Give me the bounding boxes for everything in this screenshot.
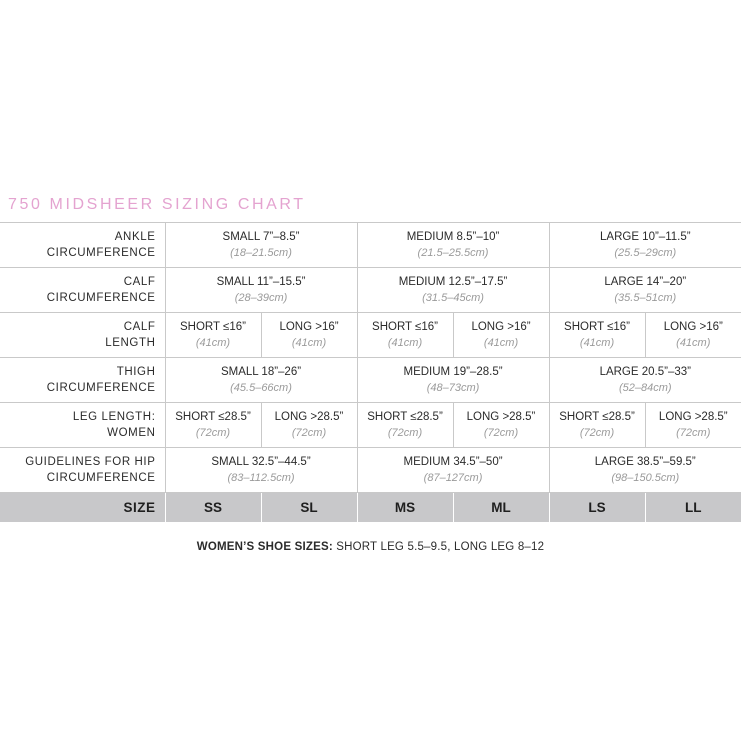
- cell-metric: (35.5–51cm): [614, 292, 677, 304]
- row-label-line: CIRCUMFERENCE: [46, 472, 156, 484]
- cell-measure: SHORT ≤16”: [180, 321, 246, 333]
- row-label: [0, 223, 165, 268]
- row-label-line: CALF: [123, 321, 156, 333]
- size-cell-small: [165, 448, 357, 493]
- cell-measure: MEDIUM 34.5”–50”: [403, 456, 503, 468]
- size-label: SIZE: [0, 493, 165, 523]
- row-label-line: GUIDELINES FOR HIP: [25, 456, 156, 468]
- cell-measure: MEDIUM 19”–28.5”: [403, 366, 503, 378]
- size-cell-large: [549, 223, 741, 268]
- cell-measure: LARGE 20.5”–33”: [599, 366, 691, 378]
- size-code-ms: MS: [357, 493, 453, 523]
- size-cell-ss: [165, 313, 261, 358]
- row-label: [0, 268, 165, 313]
- row-label-line: LEG LENGTH:: [72, 411, 156, 423]
- size-cell-small: [165, 358, 357, 403]
- cell-metric: (25.5–29cm): [614, 247, 677, 259]
- row-label-line: ANKLE: [114, 231, 156, 243]
- size-cell-ll: [645, 313, 741, 358]
- row-label-line: THIGH: [116, 366, 156, 378]
- shoe-size-text: SHORT LEG 5.5–9.5, LONG LEG 8–12: [332, 541, 545, 553]
- cell-measure: LONG >16”: [471, 321, 531, 333]
- cell-metric: (98–150.5cm): [611, 472, 680, 484]
- size-cell-large: [549, 448, 741, 493]
- cell-metric: (41cm): [483, 337, 519, 349]
- row-ankle-circumference: [0, 223, 741, 268]
- size-cell-small: [165, 268, 357, 313]
- cell-measure: SHORT ≤16”: [372, 321, 438, 333]
- cell-measure: LONG >28.5”: [274, 411, 344, 423]
- cell-metric: (41cm): [291, 337, 327, 349]
- row-label: [0, 313, 165, 358]
- size-cell-ll: [645, 403, 741, 448]
- row-label: [0, 358, 165, 403]
- size-code-ss: SS: [165, 493, 261, 523]
- cell-metric: (21.5–25.5cm): [417, 247, 489, 259]
- cell-metric: (87–127cm): [423, 472, 483, 484]
- size-code-ml: ML: [453, 493, 549, 523]
- size-cell-medium: [357, 268, 549, 313]
- cell-measure: LARGE 10”–11.5”: [600, 231, 691, 243]
- size-cell-medium: [357, 358, 549, 403]
- chart-title: 750 MIDSHEER SIZING CHART: [8, 196, 306, 213]
- row-thigh-circumference: [0, 358, 741, 403]
- cell-metric: (18–21.5cm): [230, 247, 292, 259]
- row-hip-circumference: [0, 448, 741, 493]
- row-label-line: CIRCUMFERENCE: [46, 247, 156, 259]
- row-label: [0, 403, 165, 448]
- size-code-ls: LS: [549, 493, 645, 523]
- size-cell-large: [549, 358, 741, 403]
- cell-metric: (72cm): [387, 427, 423, 439]
- cell-measure: SMALL 11”–15.5”: [216, 276, 306, 288]
- sizing-table: [0, 222, 741, 522]
- cell-measure: SMALL 18”–26”: [220, 366, 302, 378]
- row-label-line: CALF: [123, 276, 156, 288]
- cell-measure: SMALL 32.5”–44.5”: [211, 456, 311, 468]
- cell-metric: (45.5–66cm): [230, 382, 292, 394]
- size-cell-sl: [261, 403, 357, 448]
- size-cell-sl: [261, 313, 357, 358]
- size-cell-ml: [453, 403, 549, 448]
- size-cell-small: [165, 223, 357, 268]
- row-label-line: WOMEN: [107, 427, 156, 439]
- cell-metric: (48–73cm): [426, 382, 480, 394]
- row-label-line: CIRCUMFERENCE: [46, 292, 156, 304]
- size-cell-medium: [357, 223, 549, 268]
- cell-measure: LONG >16”: [279, 321, 339, 333]
- size-cell-ms: [357, 313, 453, 358]
- shoe-size-heading: WOMEN’S SHOE SIZES:: [196, 541, 333, 553]
- size-cell-ms: [357, 403, 453, 448]
- row-label-line: CIRCUMFERENCE: [46, 382, 156, 394]
- cell-measure: LONG >28.5”: [658, 411, 728, 423]
- row-leg-length-women: [0, 403, 741, 448]
- cell-measure: SHORT ≤28.5”: [367, 411, 443, 423]
- cell-measure: SMALL 7”–8.5”: [222, 231, 300, 243]
- cell-measure: LARGE 38.5”–59.5”: [594, 456, 696, 468]
- size-code-ll: LL: [645, 493, 741, 523]
- size-cell-ss: [165, 403, 261, 448]
- size-cell-ml: [453, 313, 549, 358]
- cell-metric: (41cm): [195, 337, 231, 349]
- size-cell-medium: [357, 448, 549, 493]
- cell-measure: LONG >28.5”: [466, 411, 536, 423]
- row-calf-length: [0, 313, 741, 358]
- cell-measure: SHORT ≤28.5”: [175, 411, 251, 423]
- cell-metric: (83–112.5cm): [227, 472, 295, 484]
- row-label-line: LENGTH: [105, 337, 156, 349]
- cell-metric: (31.5–45cm): [422, 292, 484, 304]
- cell-metric: (72cm): [291, 427, 327, 439]
- cell-measure: MEDIUM 8.5”–10”: [406, 231, 500, 243]
- row-label: [0, 448, 165, 493]
- cell-metric: (52–84cm): [618, 382, 672, 394]
- cell-measure: LONG >16”: [663, 321, 723, 333]
- size-code-sl: SL: [261, 493, 357, 523]
- cell-metric: (72cm): [483, 427, 519, 439]
- size-cell-ls: [549, 403, 645, 448]
- shoe-size-note: [0, 541, 741, 553]
- cell-metric: (72cm): [579, 427, 615, 439]
- size-cell-ls: [549, 313, 645, 358]
- size-cell-large: [549, 268, 741, 313]
- cell-measure: SHORT ≤16”: [564, 321, 631, 333]
- size-code-row: [0, 493, 741, 523]
- cell-metric: (72cm): [676, 427, 711, 439]
- row-calf-circumference: [0, 268, 741, 313]
- cell-metric: (28–39cm): [234, 292, 288, 304]
- cell-measure: SHORT ≤28.5”: [559, 411, 635, 423]
- cell-metric: (72cm): [195, 427, 231, 439]
- cell-measure: MEDIUM 12.5”–17.5”: [398, 276, 508, 288]
- cell-metric: (41cm): [387, 337, 423, 349]
- cell-metric: (41cm): [676, 337, 711, 349]
- cell-measure: LARGE 14”–20”: [604, 276, 687, 288]
- cell-metric: (41cm): [579, 337, 615, 349]
